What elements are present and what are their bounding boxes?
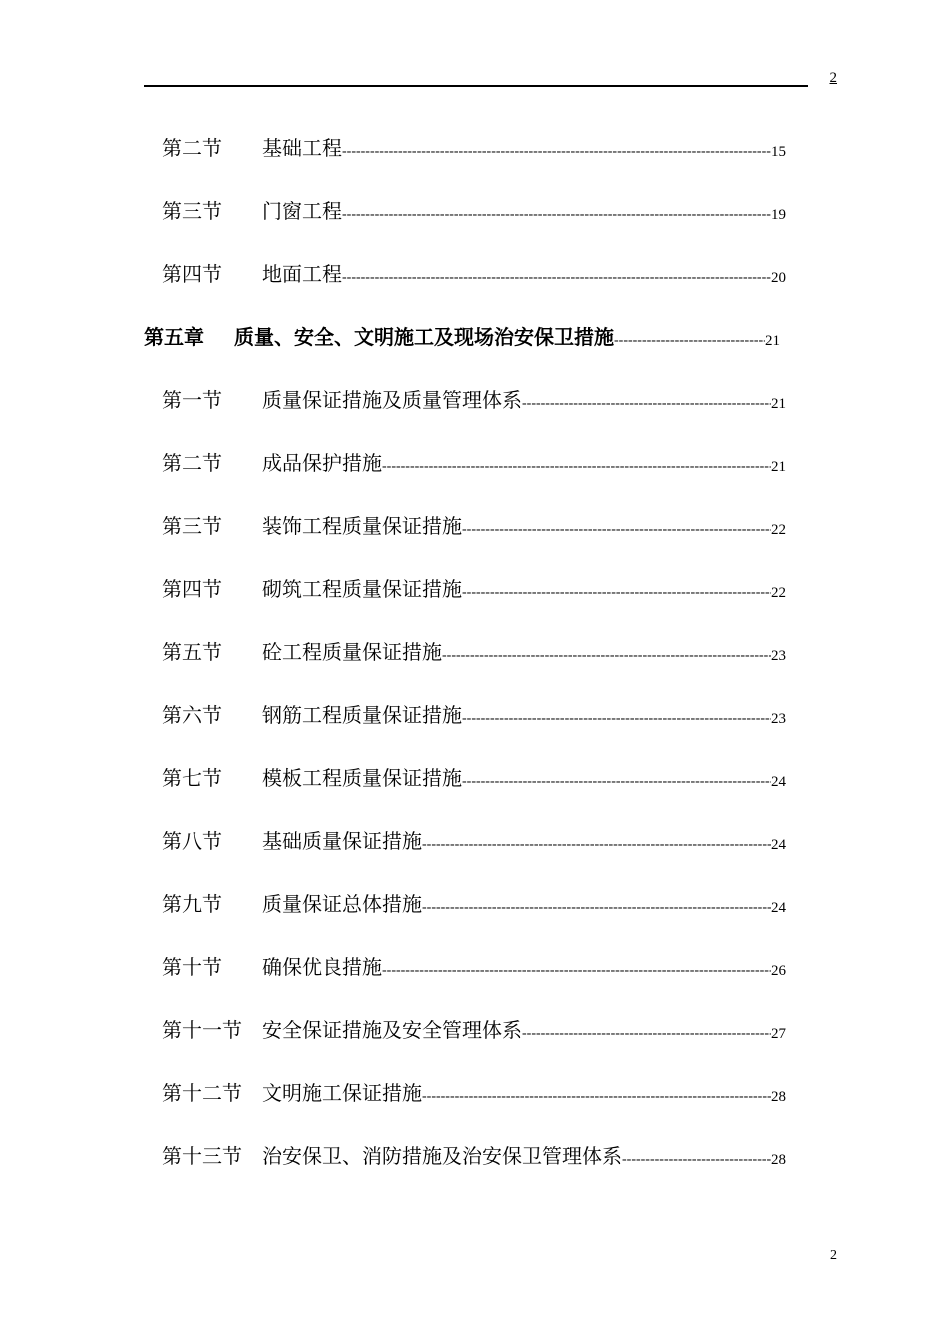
toc-entry[interactable]	[0, 1141, 786, 1204]
toc-entry[interactable]	[0, 196, 786, 259]
toc-entry-title: 砌筑工程质量保证措施	[262, 577, 462, 601]
toc-entry-page: 28	[771, 1152, 786, 1168]
toc-entry[interactable]	[0, 952, 786, 1015]
toc-entry-title: 质量保证措施及质量管理体系	[262, 388, 522, 412]
toc-dot-leader	[422, 826, 771, 860]
toc-entry[interactable]	[0, 133, 786, 196]
toc-entry[interactable]	[0, 1078, 786, 1141]
toc-entry-page: 21	[771, 459, 786, 475]
toc-entry-label: 第九节	[162, 892, 222, 916]
toc-dot-leader	[462, 574, 771, 608]
toc-entry-label: 第四节	[162, 577, 222, 601]
toc-entry-label: 第二节	[162, 451, 222, 475]
toc-chapter-label: 第五章	[144, 325, 204, 349]
toc-dot-leader	[382, 448, 771, 482]
page-header-number: 2	[829, 70, 837, 86]
toc-entry-page: 23	[771, 711, 786, 727]
toc-entry-label: 第五节	[162, 640, 222, 664]
toc-dot-leader	[422, 889, 771, 923]
toc-entry-page: 15	[771, 144, 786, 160]
toc-entry-label: 第二节	[162, 136, 222, 160]
toc-entry[interactable]	[0, 826, 786, 889]
toc-entry-page: 20	[771, 270, 786, 286]
toc-entry-title: 模板工程质量保证措施	[262, 766, 462, 790]
toc-entry-label: 第一节	[162, 388, 222, 412]
toc-entry-page: 21	[765, 333, 780, 349]
header-rule	[144, 85, 808, 87]
toc-entry[interactable]	[0, 889, 786, 952]
toc-entry-label: 第三节	[162, 199, 222, 223]
toc-entry-page: 24	[771, 774, 786, 790]
toc-entry-label: 第十一节	[162, 1018, 242, 1042]
toc-entry[interactable]	[0, 385, 786, 448]
toc-entry-label: 第十三节	[162, 1144, 242, 1168]
toc-entry-title: 装饰工程质量保证措施	[262, 514, 462, 538]
toc-entry-title: 基础质量保证措施	[262, 829, 422, 853]
toc-entry-title: 门窗工程	[262, 199, 342, 223]
toc-entry-title: 质量保证总体措施	[262, 892, 422, 916]
toc-entry-label: 第六节	[162, 703, 222, 727]
toc-entry-label: 第三节	[162, 514, 222, 538]
toc-entry[interactable]	[0, 1015, 786, 1078]
table-of-contents	[0, 133, 950, 1204]
toc-dot-leader	[522, 385, 771, 419]
toc-dot-leader	[342, 133, 771, 167]
toc-entry-page: 22	[771, 585, 786, 601]
toc-entry[interactable]	[0, 700, 786, 763]
toc-entry[interactable]	[0, 448, 786, 511]
toc-entry[interactable]	[0, 259, 786, 322]
toc-entry-title: 成品保护措施	[262, 451, 382, 475]
toc-dot-leader	[382, 952, 771, 986]
toc-entry-label: 第十节	[162, 955, 222, 979]
toc-entry-title: 文明施工保证措施	[262, 1081, 422, 1105]
toc-entry[interactable]	[0, 511, 786, 574]
toc-dot-leader	[462, 700, 771, 734]
toc-entry[interactable]	[0, 763, 786, 826]
toc-entry-title: 基础工程	[262, 136, 342, 160]
toc-entry-page: 24	[771, 837, 786, 853]
toc-entry-title: 钢筋工程质量保证措施	[262, 703, 462, 727]
toc-dot-leader	[522, 1015, 771, 1049]
toc-dot-leader	[422, 1078, 771, 1112]
toc-dot-leader	[442, 637, 771, 671]
toc-entry-label: 第十二节	[162, 1081, 242, 1105]
toc-entry-title: 安全保证措施及安全管理体系	[262, 1018, 522, 1042]
toc-entry-page: 19	[771, 207, 786, 223]
toc-entry-page: 26	[771, 963, 786, 979]
toc-entry-page: 21	[771, 396, 786, 412]
toc-entry-page: 27	[771, 1026, 786, 1042]
toc-entry-label: 第四节	[162, 262, 222, 286]
toc-chapter-title: 质量、安全、文明施工及现场治安保卫措施	[234, 325, 614, 349]
toc-entry-title: 治安保卫、消防措施及治安保卫管理体系	[262, 1144, 622, 1168]
toc-entry[interactable]	[0, 637, 786, 700]
toc-dot-leader	[342, 259, 771, 293]
toc-dot-leader	[462, 511, 771, 545]
page-footer-number: 2	[830, 1248, 837, 1263]
toc-dot-leader	[342, 196, 771, 230]
toc-entry-title: 砼工程质量保证措施	[262, 640, 442, 664]
toc-entry-title: 确保优良措施	[262, 955, 382, 979]
toc-dot-leader	[622, 1141, 771, 1175]
toc-entry-title: 地面工程	[262, 262, 342, 286]
toc-dot-leader	[462, 763, 771, 797]
toc-entry-label: 第八节	[162, 829, 222, 853]
toc-entry-page: 28	[771, 1089, 786, 1105]
toc-dot-leader	[614, 322, 765, 356]
toc-entry-label: 第七节	[162, 766, 222, 790]
toc-entry-page: 22	[771, 522, 786, 538]
toc-entry-page: 24	[771, 900, 786, 916]
toc-chapter-entry[interactable]	[0, 322, 780, 385]
toc-entry[interactable]	[0, 574, 786, 637]
toc-entry-page: 23	[771, 648, 786, 664]
